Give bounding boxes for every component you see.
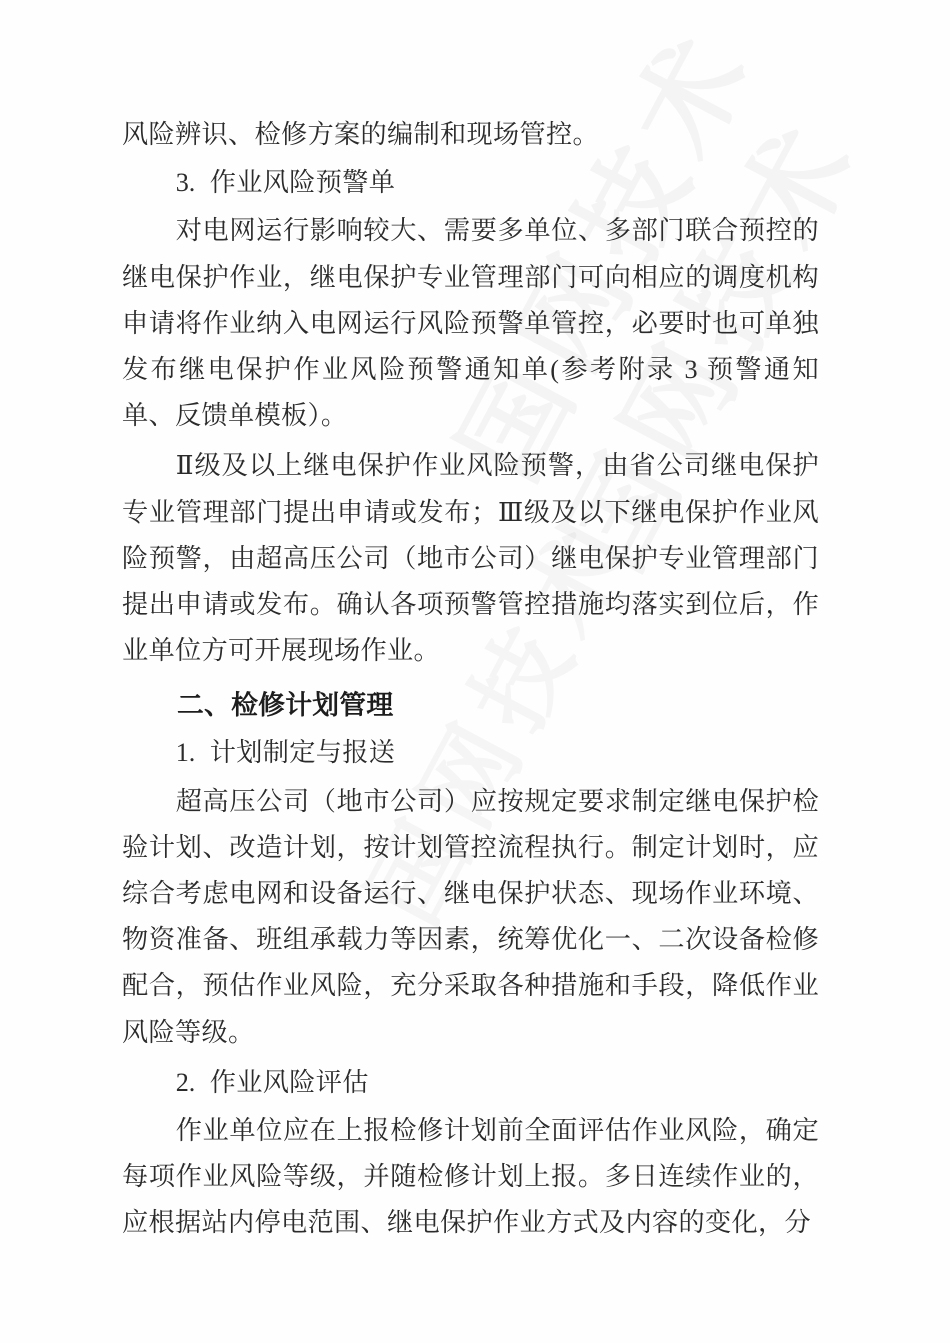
paragraph-warning-levels: Ⅱ级及以上继电保护作业风险预警，由省公司继电保护专业管理部门提出申请或发布；Ⅲ级及以下继电保护作业风险预警，由超高压公司（地市公司）继电保护专业管理部门提出申请或发布。确认各项预警管控措施均落实到位后，作业单位方可开展现场作业。 [122, 451, 819, 666]
item-number-2: 2. [175, 1067, 196, 1097]
item-heading-1 [122, 730, 819, 776]
paragraph-risk-assessment: 作业单位应在上报检修计划前全面评估作业风险，确定每项作业风险等级，并随检修计划上报。多日连续作业的，应根据站内停电范围、继电保护作业方式及内容的变化，分 [122, 1116, 819, 1238]
document-text-column [122, 112, 819, 1247]
item-number-1: 1. [175, 738, 196, 768]
section-title-2: 检修计划管理 [231, 690, 394, 721]
paragraph-plan-making: 超高压公司（地市公司）应按规定要求制定继电保护检验计划、改造计划，按计划管控流程执行。制定计划时，应综合考虑电网和设备运行、继电保护状态、现场作业环境、物资准备、班组承载力等因素，统筹优化一、二次设备检修配合，预估作业风险，充分采取各种措施和手段，降低作业风险等级。 [122, 786, 819, 1047]
item-heading-2 [122, 1060, 819, 1106]
section-heading-2 [122, 680, 819, 730]
item-title-3: 作业风险预警单 [209, 168, 396, 198]
item-title-2: 作业风险评估 [209, 1067, 369, 1097]
paragraph-risk-warning-sheet: 对电网运行影响较大、需要多单位、多部门联合预控的继电保护作业，继电保护专业管理部门可向相应的调度机构申请将作业纳入电网运行风险预警单管控，必要时也可单独发布继电保护作业风险预警通知单(参考附录 3 预警通知单、反馈单模板）。 [122, 216, 819, 431]
section-number-2: 二、 [176, 690, 232, 721]
item-number-3: 3. [175, 168, 196, 198]
paragraph-carryover: 风险辨识、检修方案的编制和现场管控。 [122, 120, 600, 149]
item-heading-3 [122, 160, 819, 206]
item-title-1: 计划制定与报送 [209, 738, 396, 768]
